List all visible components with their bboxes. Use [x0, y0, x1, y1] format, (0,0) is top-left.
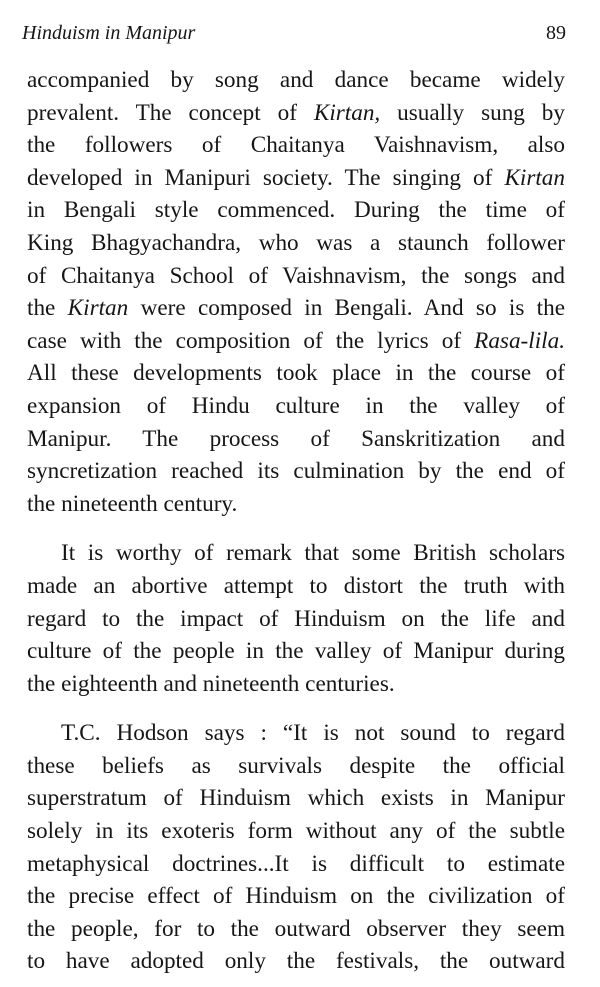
text-line: It is worthy of remark that some British scholars: [61, 540, 565, 567]
text-line: case with the composition of the lyrics of Rasa-lila.: [27, 327, 565, 354]
text-line: prevalent. The concept of Kirtan, usually sung by: [27, 99, 565, 126]
text-line: the eighteenth and nineteenth centuries.: [27, 670, 395, 697]
text-line: the Kirtan were composed in Bengali. And so is the: [27, 295, 566, 322]
text-line: the people, for to the outward observer they seem: [27, 915, 565, 942]
page-number: 89: [546, 22, 566, 44]
text-line: in Bengali style commenced. During the time of: [27, 197, 565, 224]
text-line: regard to the impact of Hinduism on the life and: [27, 605, 565, 632]
body-text: [27, 64, 565, 978]
text-line: metaphysical doctrines...It is difficult to estimate: [27, 850, 565, 877]
text-line: expansion of Hindu culture in the valley of: [27, 392, 565, 419]
paragraph-hodson-quote: [27, 717, 565, 978]
italic-term: Kirtan: [67, 295, 129, 322]
text-line: the followers of Chaitanya Vaishnavism, also: [27, 132, 565, 159]
text-line: T.C. Hodson says : “It is not sound to regard: [61, 720, 565, 747]
text-line: these beliefs as survivals despite the official: [27, 752, 565, 779]
text-line: the precise effect of Hinduism on the civilization of: [27, 883, 565, 910]
running-head: [22, 19, 566, 47]
text-line: King Bhagyachandra, who was a staunch follower: [27, 229, 565, 256]
paragraph-kirtan-development: [27, 64, 565, 520]
text-line: to have adopted only the festivals, the outward: [27, 948, 565, 975]
text-line: of Chaitanya School of Vaishnavism, the songs and: [27, 262, 565, 289]
text-line: All these developments took place in the course of: [27, 360, 565, 387]
text-line: culture of the people in the valley of Manipur during: [27, 638, 565, 665]
text-line: made an abortive attempt to distort the truth with: [27, 572, 565, 599]
paragraph-british-scholars: [27, 537, 565, 700]
italic-term: Kirtan: [504, 164, 565, 191]
italic-term: Kirtan,: [313, 99, 381, 126]
text-line: developed in Manipuri society. The singing of Kirtan: [27, 164, 565, 191]
text-line: solely in its exoteris form without any of the subtle: [27, 818, 565, 845]
running-title: Hinduism in Manipur: [22, 22, 196, 44]
text-line: the nineteenth century.: [27, 490, 238, 517]
text-line: superstratum of Hinduism which exists in Manipur: [27, 785, 565, 812]
text-line: syncretization reached its culmination by the end of: [27, 458, 565, 485]
text-line: Manipur. The process of Sanskritization and: [27, 425, 565, 452]
text-line: accompanied by song and dance became widely: [27, 67, 565, 93]
italic-term: Rasa-lila.: [474, 327, 565, 354]
